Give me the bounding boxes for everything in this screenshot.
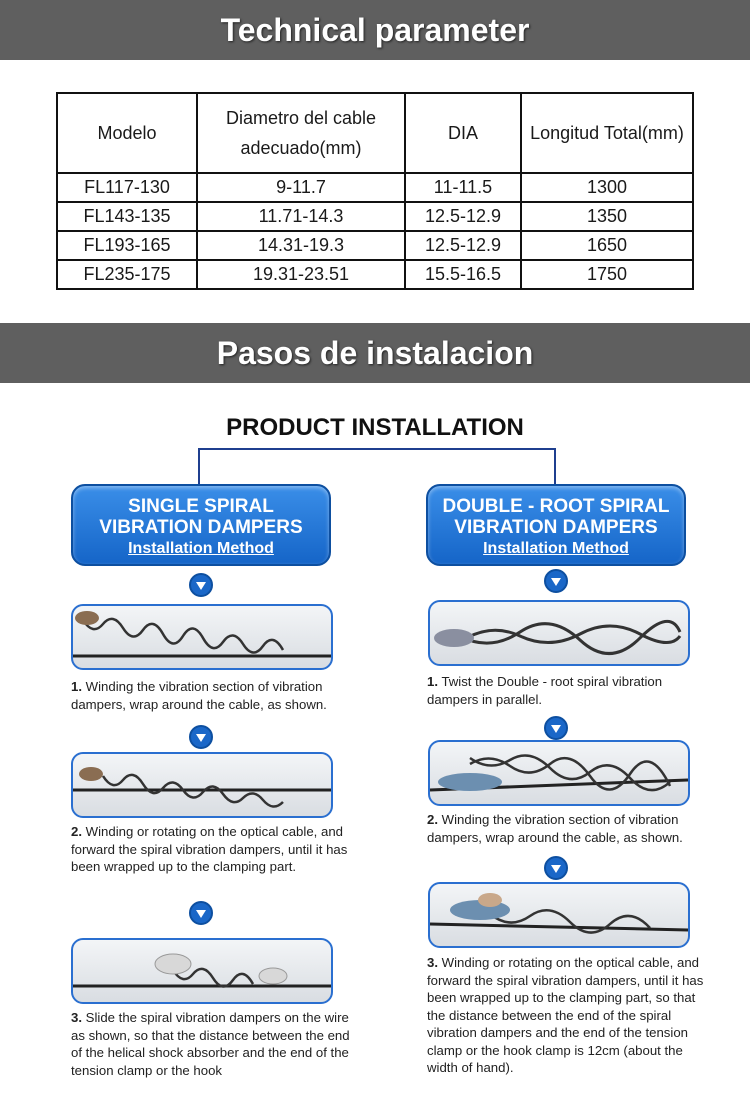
cell-modelo: FL235-175	[57, 260, 197, 289]
cell-longitud: 1750	[521, 260, 693, 289]
cell-modelo: FL143-135	[57, 202, 197, 231]
cell-modelo: FL117-130	[57, 173, 197, 202]
cell-dia: 12.5-12.9	[405, 231, 521, 260]
double-root-spiral-method-box	[426, 484, 686, 566]
step-text: Winding the vibration section of vibration dampers, wrap around the cable, as shown.	[427, 812, 683, 845]
cell-longitud: 1300	[521, 173, 693, 202]
method-subtitle: Installation Method	[128, 540, 274, 557]
cell-diametro: 9-11.7	[197, 173, 405, 202]
method-title-line2: VIBRATION DAMPERS	[99, 517, 303, 538]
down-arrow-icon	[544, 569, 568, 593]
method-title-line2: VIBRATION DAMPERS	[454, 517, 658, 538]
cell-longitud: 1650	[521, 231, 693, 260]
col-header-diametro: Diametro del cable adecuado(mm)	[197, 93, 405, 173]
technical-parameter-banner: Technical parameter	[0, 0, 750, 60]
cell-diametro: 11.71-14.3	[197, 202, 405, 231]
step-photo-twist	[428, 600, 690, 666]
table-row	[57, 260, 693, 289]
product-installation-title: PRODUCT INSTALLATION	[226, 414, 524, 441]
down-arrow-icon	[544, 716, 568, 740]
step-number: 2.	[71, 824, 82, 839]
col-header-dia: DIA	[405, 93, 521, 173]
table-header-row	[57, 93, 693, 173]
down-arrow-icon	[544, 856, 568, 880]
left-step-3	[71, 1009, 356, 1078]
step-photo-rotate-double	[428, 882, 690, 948]
step-photo-slide	[71, 938, 333, 1004]
right-step-1	[427, 673, 712, 708]
left-step-2	[71, 823, 356, 876]
down-arrow-icon	[189, 901, 213, 925]
step-number: 1.	[427, 674, 438, 689]
connector-line	[198, 448, 556, 450]
step-photo-wrap	[71, 604, 333, 670]
table-row	[57, 202, 693, 231]
step-number: 3.	[427, 955, 438, 970]
step-text: Slide the spiral vibration dampers on the wire as shown, so that the distance between the end of the helical shock absorber and the end of the tension clamp or the hook	[71, 1010, 350, 1078]
col-header-longitud: Longitud Total(mm)	[521, 93, 693, 173]
cell-dia: 12.5-12.9	[405, 202, 521, 231]
col-header-modelo: Modelo	[57, 93, 197, 173]
method-title-line1: DOUBLE - ROOT SPIRAL	[442, 496, 670, 517]
step-number: 1.	[71, 679, 82, 694]
left-step-1	[71, 678, 356, 713]
cell-dia: 11-11.5	[405, 173, 521, 202]
installation-steps-banner: Pasos de instalacion	[0, 323, 750, 383]
table-row	[57, 231, 693, 260]
method-title-line1: SINGLE SPIRAL	[128, 496, 274, 517]
spec-table	[56, 92, 694, 290]
cell-dia: 15.5-16.5	[405, 260, 521, 289]
method-subtitle: Installation Method	[483, 540, 629, 557]
down-arrow-icon	[189, 725, 213, 749]
cell-modelo: FL193-165	[57, 231, 197, 260]
table-row	[57, 173, 693, 202]
step-number: 3.	[71, 1010, 82, 1025]
down-arrow-icon	[189, 573, 213, 597]
step-number: 2.	[427, 812, 438, 827]
cell-diametro: 19.31-23.51	[197, 260, 405, 289]
step-text: Winding or rotating on the optical cable, and forward the spiral vibration dampers, until it has been wrapped up to the clamping part.	[71, 824, 348, 874]
right-step-2	[427, 811, 712, 846]
cell-diametro: 14.31-19.3	[197, 231, 405, 260]
step-photo-rotate	[71, 752, 333, 818]
step-photo-wrap-double	[428, 740, 690, 806]
connector-line	[198, 448, 200, 484]
single-spiral-method-box	[71, 484, 331, 566]
step-text: Twist the Double - root spiral vibration dampers in parallel.	[427, 674, 663, 707]
step-text: Winding the vibration section of vibration dampers, wrap around the cable, as shown.	[71, 679, 327, 712]
step-text: Winding or rotating on the optical cable, and forward the spiral vibration dampers, until it has been wrapped up to the clamping part, so that the distance between the end of the spiral vibration dampers and the end of the tension clamp or the hook clamp is 12cm (about the width of hand).	[427, 955, 704, 1075]
connector-line	[554, 448, 556, 484]
right-step-3	[427, 954, 712, 1075]
cell-longitud: 1350	[521, 202, 693, 231]
